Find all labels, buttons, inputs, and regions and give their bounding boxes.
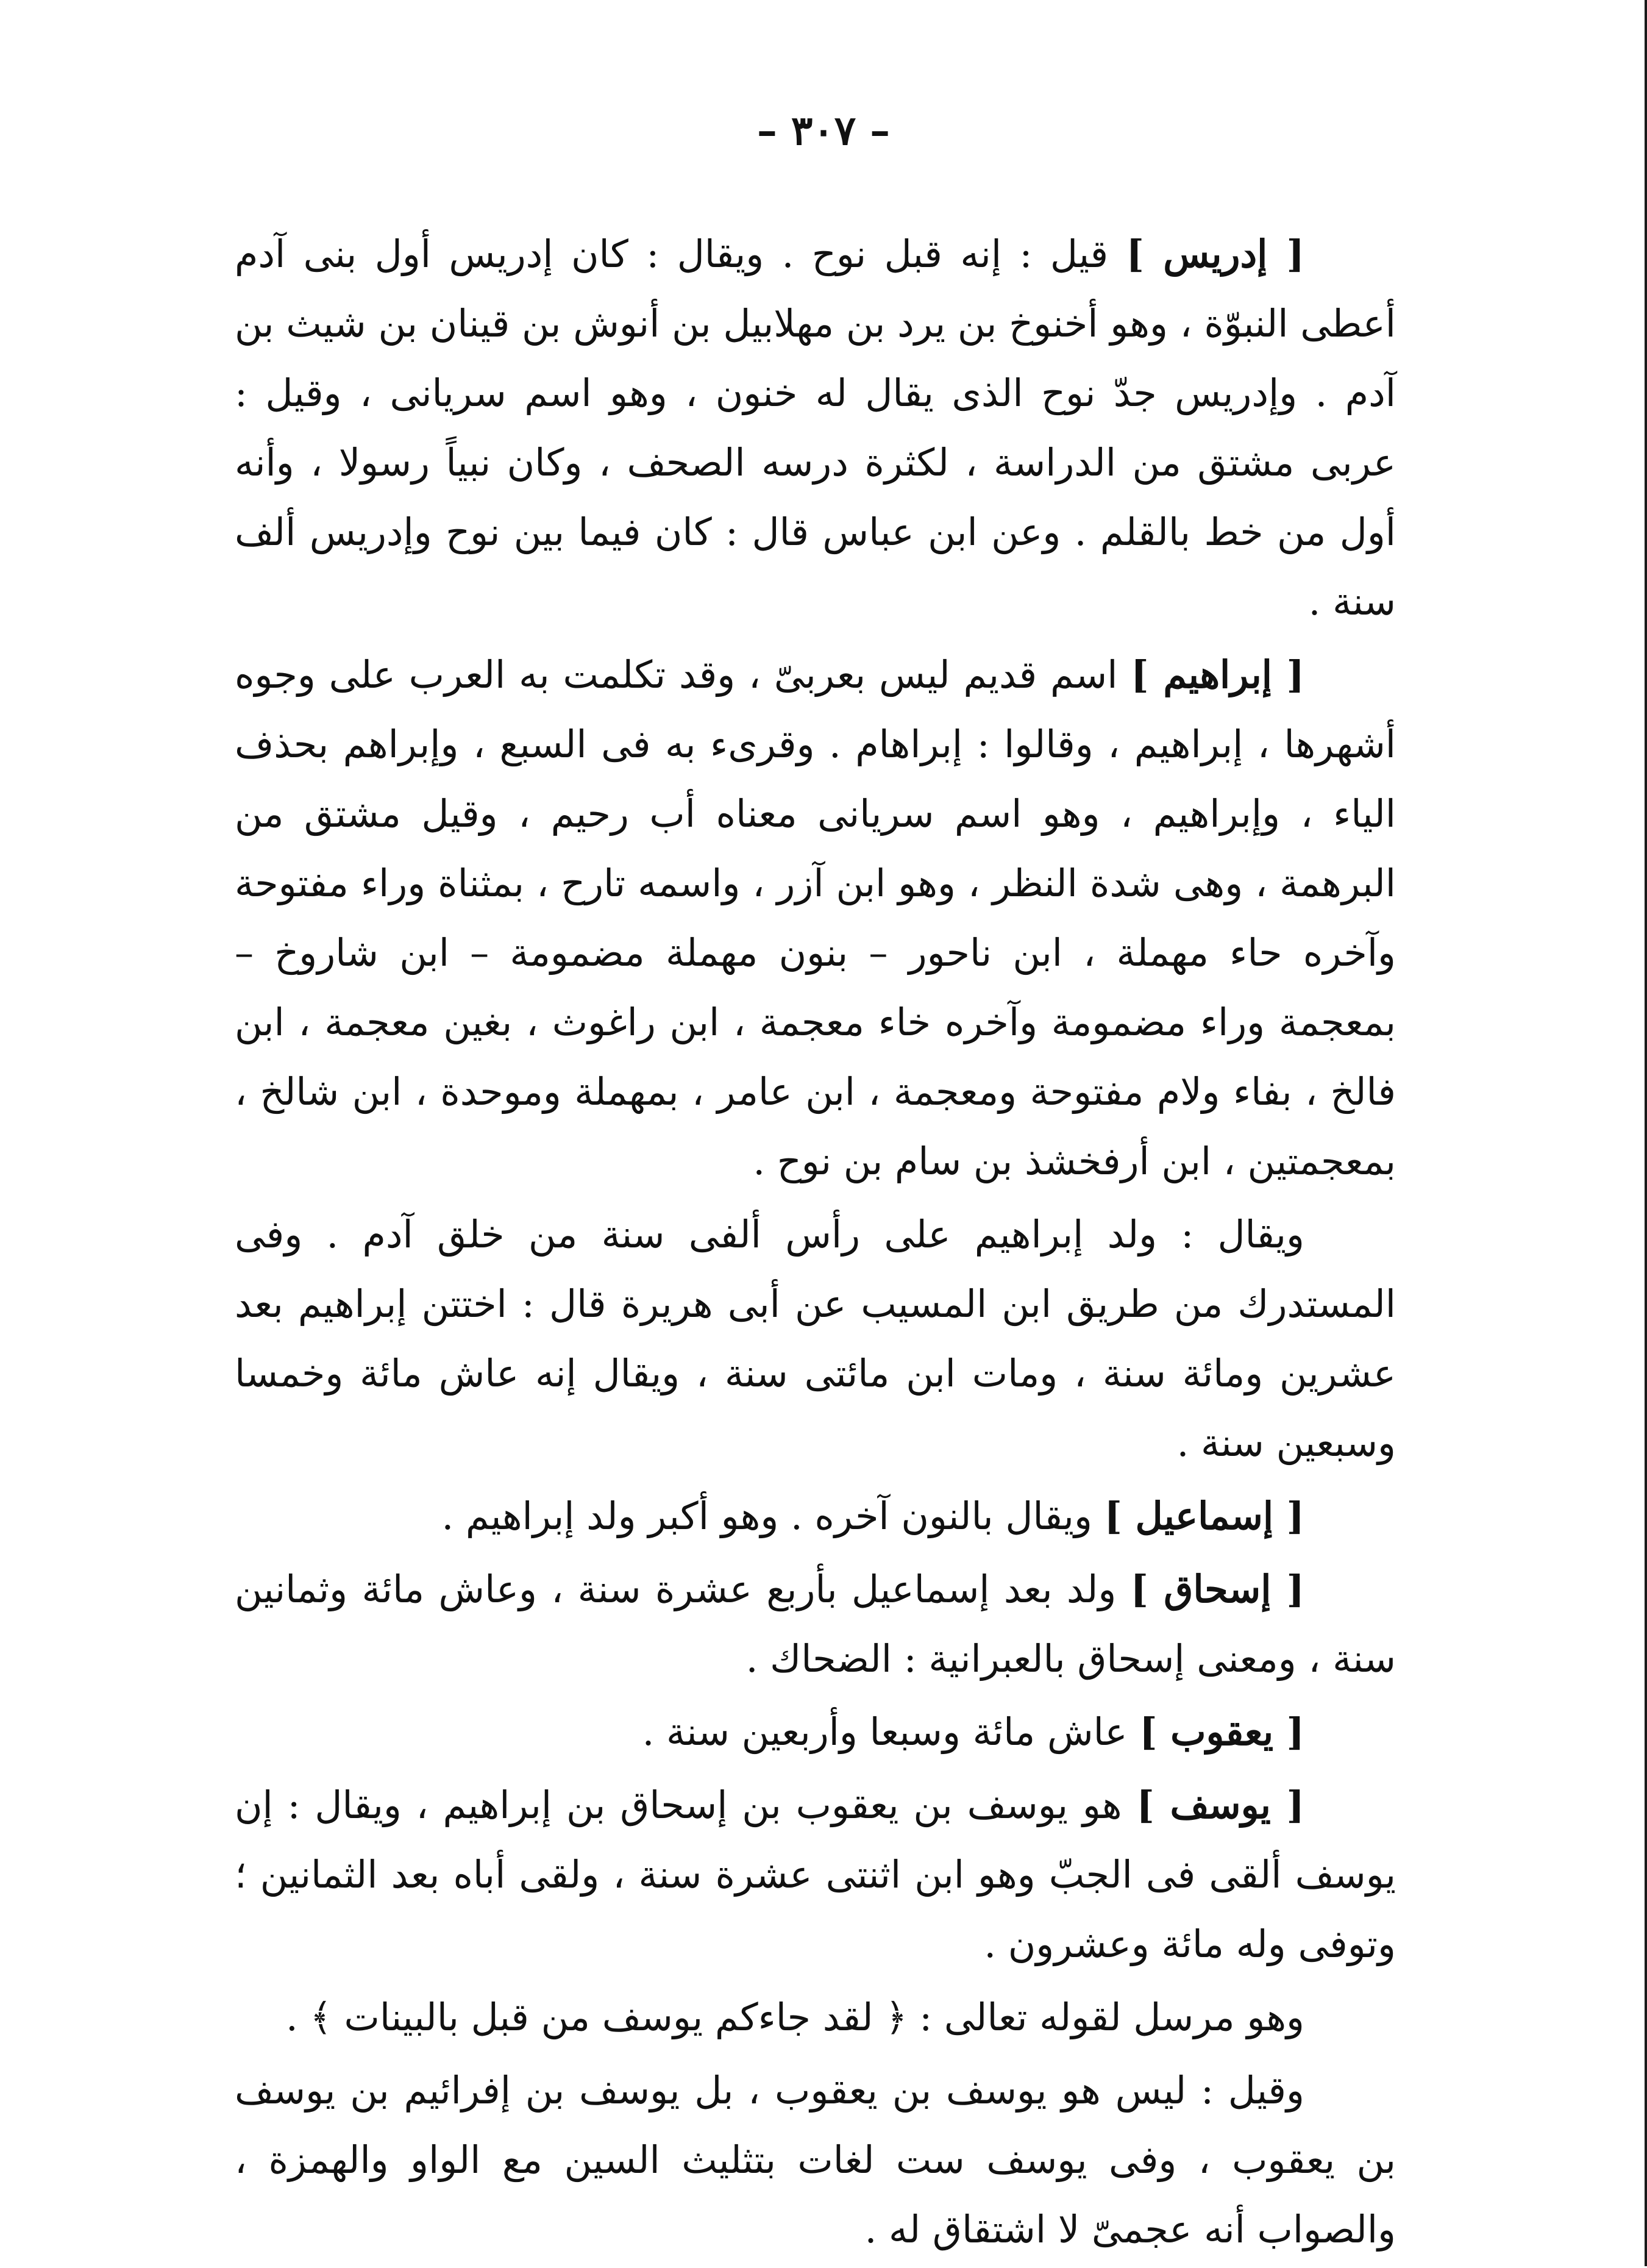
entry-ismail (235, 1482, 1396, 1551)
entry-text: قيل : إنه قبل نوح . ويقال : كان إدريس أول بنى آدم أعطى النبوّة ، وهو أخنوخ بن يرد بن مهلابيل بن أنوش بن قينان بن شيث بن آدم . وإدريس جدّ نوح الذى يقال له خنون ، وهو اسم سريانى ، وقيل : عربى مشتق من الدراسة ، لكثرة درسه الصحف ، وكان نبياً رسولا ، وأنه أول من خط بالقلم . وعن ابن عباس قال : كان فيما بين نوح وإدريس ألف سنة . (235, 232, 1396, 624)
body-text (235, 219, 1396, 2268)
entry-term: [ إدريس ] (1126, 232, 1304, 276)
entry-text: ويقال بالنون آخره . وهو أكبر ولد إبراهيم . (441, 1494, 1105, 1538)
entry-ibrahim (235, 640, 1396, 1196)
entry-yusuf (235, 1771, 1396, 1979)
paragraph-yusuf-quran (235, 1983, 1396, 2052)
entry-text: عاش مائة وسبعا وأربعين سنة . (642, 1710, 1140, 1754)
paragraph-text: وهو مرسل لقوله تعالى : ﴿ لقد جاءكم يوسف من قبل بالبينات ﴾ . (286, 1995, 1304, 2039)
entry-term: [ يعقوب ] (1139, 1710, 1304, 1754)
entry-term: [ إسماعيل ] (1104, 1494, 1304, 1538)
paragraph-yusuf-note (235, 2056, 1396, 2264)
entry-text: ولد بعد إسماعيل بأربع عشرة سنة ، وعاش مائة وثمانين سنة ، ومعنى إسحاق بالعبرانية : الضحاك . (235, 1567, 1396, 1681)
entry-text: هو يوسف بن يعقوب بن إسحاق بن إبراهيم ، ويقال : إن يوسف ألقى فى الجبّ وهو ابن اثنتى عشرة سنة ، ولقى أباه بعد الثمانين ؛ وتوفى وله مائة وعشرون . (235, 1783, 1396, 1966)
entry-yaqub (235, 1697, 1396, 1767)
entry-term: [ إبراهيم ] (1131, 652, 1304, 697)
page-number: – ٣٠٧ – (756, 107, 891, 154)
paragraph-ibrahim-birth (235, 1200, 1396, 1478)
paragraph-text: ويقال : ولد إبراهيم على رأس ألفى سنة من خلق آدم . وفى المستدرك من طريق ابن المسيب عن أبى هريرة قال : اختتن إبراهيم بعد عشرين ومائة سنة ، ومات ابن مائتى سنة ، ويقال إنه عاش مائة وخمسا وسبعين سنة . (235, 1212, 1396, 1465)
entry-term: [ يوسف ] (1136, 1783, 1304, 1827)
entry-term: [ إسحاق ] (1130, 1567, 1304, 1611)
paragraph-text: وقيل : ليس هو يوسف بن يعقوب ، بل يوسف بن إفرائيم بن يوسف بن يعقوب ، وفى يوسف ست لغات بتثليث السين مع الواو والهمزة ، والصواب أنه عجمىّ لا اشتقاق له . (235, 2068, 1396, 2252)
entry-idris (235, 219, 1396, 637)
page-edge-rule (1645, 0, 1647, 2266)
entry-text: اسم قديم ليس بعربىّ ، وقد تكلمت به العرب على وجوه أشهرها ، إبراهيم ، وقالوا : إبراهام . وقرىء به فى السبع ، وإبراهم بحذف الياء ، وإبراهيم ، وهو اسم سريانى معناه أب رحيم ، وقيل مشتق من البرهمة ، وهى شدة النظر ، وهو ابن آزر ، واسمه تارح ، بمثناة وراء مفتوحة وآخره حاء مهملة ، ابن ناحور – بنون مهملة مضمومة – ابن شاروخ – بمعجمة وراء مضمومة وآخره خاء معجمة ، ابن راغوث ، بغين معجمة ، ابن فالخ ، بفاء ولام مفتوحة ومعجمة ، ابن عامر ، بمهملة وموحدة ، ابن شالخ ، بمعجمتين ، ابن أرفخشذ بن سام بن نوح . (235, 652, 1396, 1183)
entry-ishaq (235, 1555, 1396, 1694)
